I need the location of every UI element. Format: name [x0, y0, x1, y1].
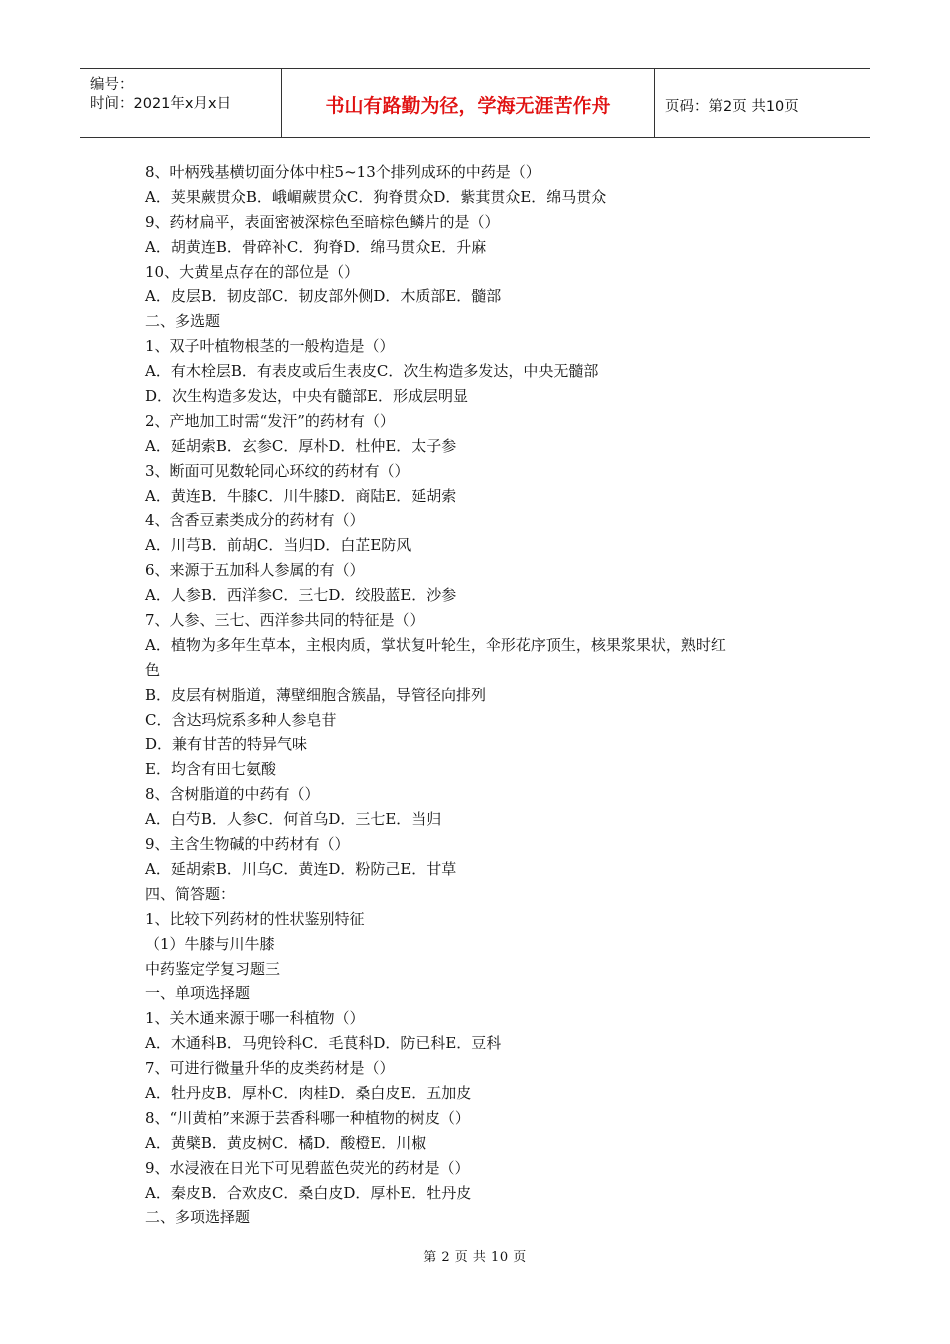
text-line: A．木通科B．马兜铃科C．毛茛科D．防已科E．豆科 [145, 1034, 502, 1053]
header-page-cell [655, 69, 870, 137]
text-line: 二、多项选择题 [145, 1208, 251, 1227]
header-info-cell [80, 69, 282, 137]
text-line: A．白芍B．人参C．何首乌D．三七E．当归 [145, 810, 442, 829]
text-line: E．均含有田七氨酸 [145, 760, 276, 779]
text-line: 二、多选题 [145, 312, 221, 331]
text-line: 4、含香豆素类成分的药材有（） [145, 511, 365, 530]
text-line: C．含达玛烷系多种人参皂苷 [145, 710, 337, 729]
text-line: 3、断面可见数轮同心环纹的药材有（） [145, 461, 410, 480]
text-line: 10、大黄星点存在的部位是（） [145, 262, 360, 281]
page-info: 页码：第2页 共10页 [665, 99, 799, 115]
text-line: 色 [145, 660, 161, 679]
text-line: 8、叶柄残基横切面分体中柱5~13个排列成环的中药是（） [145, 163, 541, 181]
text-line: 2、产地加工时需“发汗”的药材有（） [145, 411, 395, 430]
text-line: 9、水浸液在日光下可见碧蓝色荧光的药材是（） [145, 1158, 470, 1177]
text-line: A．牡丹皮B．厚朴C．肉桂D．桑白皮E．五加皮 [145, 1083, 472, 1102]
text-line: 7、可进行微量升华的皮类药材是（） [145, 1059, 395, 1078]
text-line: A．秦皮B．合欢皮C．桑白皮D．厚朴E．牡丹皮 [145, 1183, 472, 1202]
text-line: 四、简答题： [145, 884, 236, 903]
code-label: 编号： [90, 77, 134, 93]
text-line: A．植物为多年生草本，主根肉质，掌状复叶轮生，伞形花序顶生，核果浆果状，熟时红 [145, 635, 726, 654]
page-footer: 第 2 页 共 10 页 [423, 1250, 527, 1265]
text-line: 8、“川黄柏”来源于芸香科哪一种植物的树皮（） [145, 1108, 470, 1127]
text-line: A．延胡索B．川乌C．黄连D．粉防己E．甘草 [145, 859, 457, 878]
text-line: A．人参B．西洋参C．三七D．绞股蓝E．沙参 [145, 586, 457, 605]
page-header [80, 68, 870, 138]
text-line: A．荚果蕨贯众B．峨嵋蕨贯众C．狗脊贯众D．紫萁贯众E．绵马贯众 [145, 187, 607, 206]
header-motto-cell [282, 69, 655, 137]
text-line: 1、比较下列药材的性状鉴别特征 [145, 909, 365, 928]
text-line: A．有木栓层B．有表皮或后生表皮C．次生构造多发达，中央无髓部 [145, 362, 599, 381]
text-line: 1、关木通来源于哪一科植物（） [145, 1009, 365, 1028]
text-line: A．皮层B．韧皮部C．韧皮部外侧D．木质部E．髓部 [145, 287, 502, 306]
text-line: A．胡黄连B．骨碎补C．狗脊D．绵马贯众E．升麻 [145, 237, 487, 256]
text-line: 9、药材扁平，表面密被深棕色至暗棕色鳞片的是（） [145, 212, 500, 231]
text-line: 一、单项选择题 [145, 984, 251, 1003]
text-line: 8、含树脂道的中药有（） [145, 785, 320, 804]
text-line: A．延胡索B．玄参C．厚朴D．杜仲E．太子参 [145, 436, 457, 455]
text-line: A．黄连B．牛膝C．川牛膝D．商陆E．延胡索 [145, 486, 457, 505]
text-line: D．次生构造多发达，中央有髓部E．形成层明显 [145, 387, 468, 406]
text-line: （1）牛膝与川牛膝 [145, 934, 275, 953]
text-line: 9、主含生物碱的中药材有（） [145, 835, 350, 854]
text-line: 6、来源于五加科人参属的有（） [145, 561, 365, 580]
text-line: 中药鉴定学复习题三 [145, 959, 281, 978]
motto: 书山有路勤为径，学海无涯苦作舟 [325, 95, 611, 117]
time-label: 时间：2021年x月x日 [90, 96, 232, 112]
text-line: 7、人参、三七、西洋参共同的特征是（） [145, 611, 425, 630]
text-line: A．黄檗B．黄皮树C．橘D．酸橙E．川椒 [145, 1133, 427, 1152]
text-line: D．兼有甘苦的特异气味 [145, 735, 308, 754]
document-body [145, 160, 825, 1230]
text-line: 1、双子叶植物根茎的一般构造是（） [145, 337, 395, 356]
text-line: B．皮层有树脂道，薄壁细胞含簇晶，导管径向排列 [145, 685, 487, 704]
text-line: A．川芎B．前胡C．当归D．白芷E防风 [145, 536, 412, 555]
